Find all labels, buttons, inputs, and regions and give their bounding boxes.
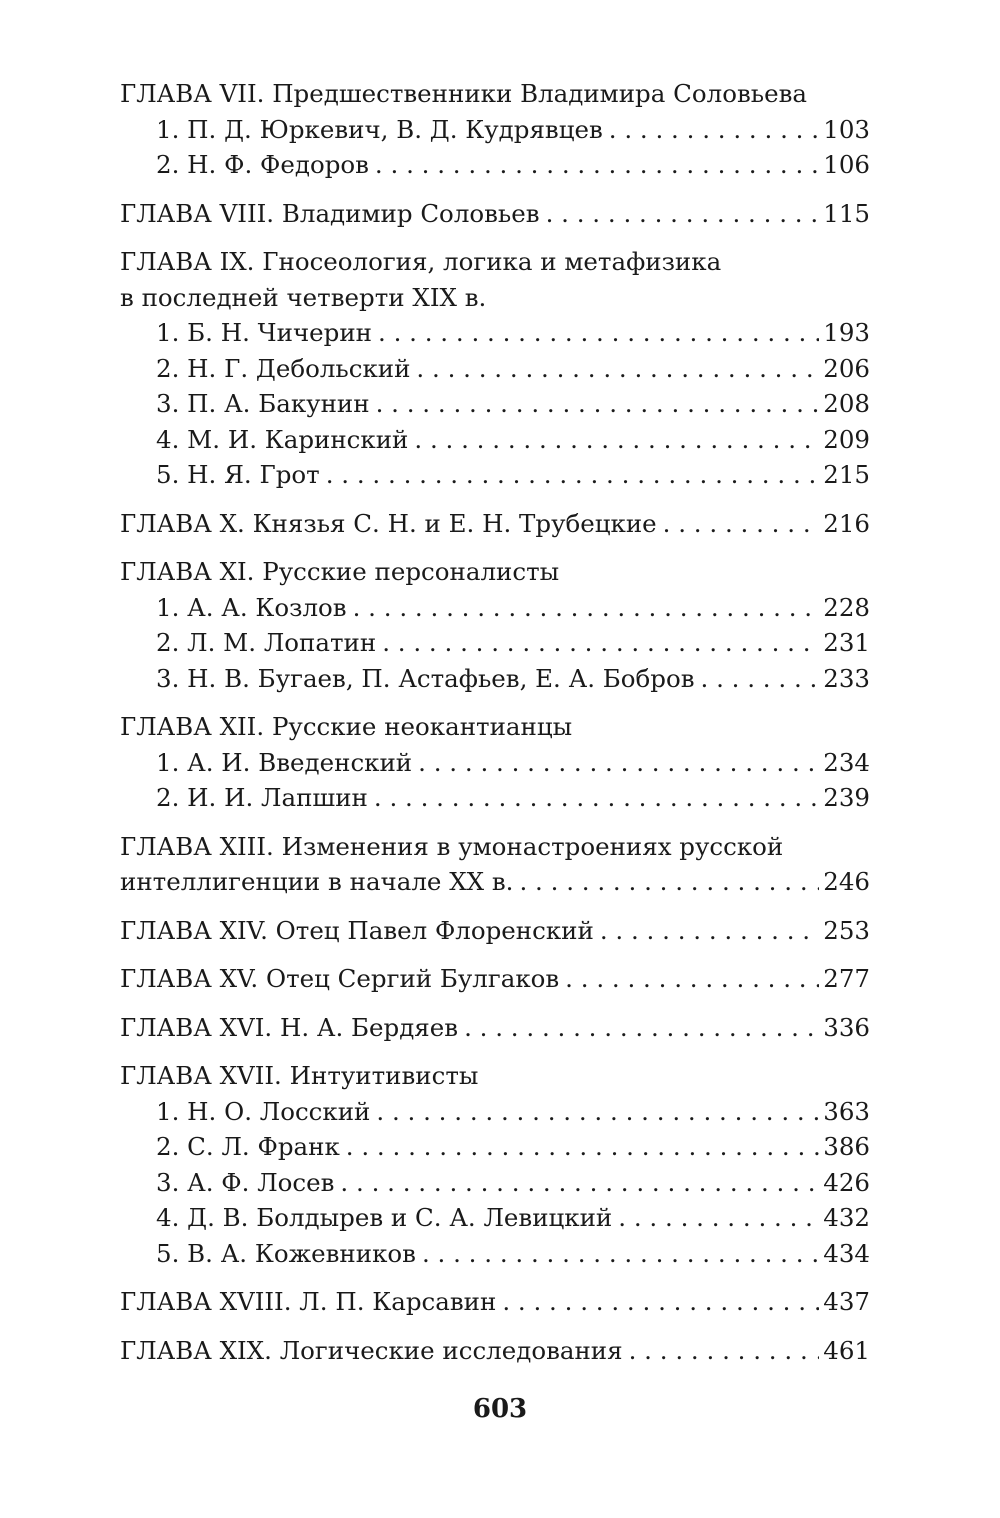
entry-page-number: 215 (823, 460, 870, 489)
toc-entry (120, 1129, 870, 1165)
entry-label: 2. С. Л. Франк (156, 1132, 340, 1161)
toc-chapter (120, 76, 870, 183)
chapter-title-line (120, 76, 870, 112)
toc-chapter (120, 829, 870, 900)
chapter-title-text: ГЛАВА XIX. Логические исследования (120, 1335, 623, 1365)
dot-leader (609, 112, 819, 148)
dot-leader (346, 1129, 819, 1165)
chapter-title-line (120, 829, 870, 865)
chapter-title-text: ГЛАВА XIII. Изменения в умонастроениях русской (120, 831, 784, 861)
entry-label: 1. Н. О. Лосский (156, 1096, 371, 1126)
chapter-title-line (120, 864, 870, 900)
dot-leader (416, 351, 819, 387)
chapter-page-number: 277 (823, 964, 870, 993)
toc-entry (120, 1165, 870, 1201)
toc-entry (120, 147, 870, 183)
toc-entry (120, 422, 870, 458)
toc-entry (120, 745, 870, 781)
dot-leader (418, 745, 819, 781)
toc-chapter (120, 1010, 870, 1046)
chapter-title-line (120, 244, 870, 280)
entry-label: 1. А. А. Козлов (156, 592, 347, 622)
chapter-title-line (120, 1010, 870, 1046)
chapter-title-text: ГЛАВА XIV. Отец Павел Флоренский (120, 915, 594, 945)
dot-leader (376, 386, 820, 422)
entry-label: 3. П. А. Бакунин (156, 389, 370, 418)
toc-chapter (120, 506, 870, 542)
table-of-contents (120, 76, 870, 1381)
chapter-title-text: ГЛАВА XVI. Н. А. Бердяев (120, 1012, 459, 1042)
dot-leader (414, 422, 819, 458)
dot-leader (353, 590, 820, 626)
dot-leader (340, 1165, 819, 1201)
toc-entry (120, 112, 870, 148)
entry-label: 2. Н. Г. Дебольский (156, 353, 411, 383)
toc-entry (120, 351, 870, 387)
chapter-title-line (120, 280, 870, 316)
entry-page-number: 434 (823, 1238, 870, 1268)
toc-chapter (120, 961, 870, 997)
chapter-title-text: ГЛАВА XV. Отец Сергий Булгаков (120, 964, 560, 993)
dot-leader (422, 1236, 819, 1272)
entry-page-number: 193 (823, 318, 870, 347)
entry-label: 1. А. И. Введенский (156, 747, 413, 777)
entry-page-number: 426 (823, 1167, 870, 1197)
toc-entry (120, 625, 870, 661)
toc-entry (120, 661, 870, 697)
dot-leader (546, 196, 820, 232)
toc-chapter (120, 196, 870, 232)
entry-page-number: 228 (823, 592, 870, 622)
dot-leader (382, 625, 819, 661)
entry-page-number: 363 (823, 1096, 870, 1126)
chapter-page-number: 461 (823, 1335, 870, 1365)
chapter-title-text: ГЛАВА XI. Русские персоналисты (120, 557, 560, 586)
dot-leader (502, 1284, 819, 1320)
chapter-title-line (120, 1333, 870, 1369)
chapter-title-line (120, 506, 870, 542)
dot-leader (600, 913, 819, 949)
dot-leader (629, 1333, 820, 1369)
dot-leader (374, 780, 819, 816)
chapter-title-line (120, 196, 870, 232)
toc-chapter (120, 709, 870, 816)
entry-label: 5. Н. Я. Грот (156, 460, 320, 489)
entry-page-number: 233 (823, 663, 870, 693)
chapter-title-text: ГЛАВА XVII. Интуитивисты (120, 1061, 479, 1090)
dot-leader (663, 506, 820, 542)
entry-label: 4. М. И. Каринский (156, 424, 409, 454)
chapter-page-number: 216 (823, 508, 870, 538)
page-number: 603 (472, 1394, 528, 1424)
entry-label: 2. И. И. Лапшин (156, 783, 368, 812)
toc-entry (120, 315, 870, 351)
chapter-title-text: ГЛАВА XVIII. Л. П. Карсавин (120, 1287, 497, 1316)
entry-page-number: 239 (823, 783, 870, 812)
chapter-title-line (120, 709, 870, 745)
toc-chapter (120, 1333, 870, 1369)
toc-chapter (120, 913, 870, 949)
chapter-page-number: 437 (823, 1287, 870, 1316)
entry-page-number: 206 (823, 353, 870, 383)
entry-label: 2. Н. Ф. Федоров (156, 150, 369, 179)
chapter-page-number: 336 (823, 1012, 870, 1042)
chapter-title-text: ГЛАВА VII. Предшественники Владимира Соловьева (120, 79, 807, 108)
toc-chapter (120, 1284, 870, 1320)
toc-entry (120, 1236, 870, 1272)
toc-entry (120, 457, 870, 493)
chapter-title-line (120, 554, 870, 590)
toc-entry (120, 1094, 870, 1130)
dot-leader (375, 147, 819, 183)
entry-page-number: 234 (823, 747, 870, 777)
entry-label: 1. П. Д. Юркевич, В. Д. Кудрявцев (156, 114, 603, 144)
chapter-page-number: 115 (823, 198, 870, 228)
chapter-title-text: ГЛАВА IX. Гносеология, логика и метафизика (120, 247, 722, 276)
chapter-page-number: 246 (823, 867, 870, 896)
toc-chapter (120, 554, 870, 696)
dot-leader (519, 864, 819, 900)
entry-page-number: 432 (823, 1203, 870, 1232)
dot-leader (701, 661, 820, 697)
toc-chapter (120, 1058, 870, 1271)
chapter-title-text: ГЛАВА XII. Русские неокантианцы (120, 712, 573, 741)
dot-leader (618, 1200, 819, 1236)
chapter-title-text: ГЛАВА X. Князья С. Н. и Е. Н. Трубецкие (120, 508, 657, 538)
entry-page-number: 231 (823, 628, 870, 657)
dot-leader (464, 1010, 819, 1046)
dot-leader (326, 457, 820, 493)
chapter-title-text: в последней четверти XIX в. (120, 282, 487, 312)
entry-label: 1. Б. Н. Чичерин (156, 318, 372, 347)
chapter-title-line (120, 1284, 870, 1320)
entry-label: 2. Л. М. Лопатин (156, 628, 377, 657)
entry-label: 5. В. А. Кожевников (156, 1238, 416, 1268)
entry-page-number: 208 (823, 389, 870, 418)
toc-chapter (120, 244, 870, 493)
chapter-title-line (120, 961, 870, 997)
dot-leader (565, 961, 819, 997)
entry-page-number: 209 (823, 424, 870, 454)
toc-entry (120, 1200, 870, 1236)
entry-page-number: 106 (823, 150, 870, 179)
chapter-page-number: 253 (823, 915, 870, 945)
entry-page-number: 103 (823, 114, 870, 144)
chapter-title-text: ГЛАВА VIII. Владимир Соловьев (120, 198, 540, 228)
chapter-title-text: интеллигенции в начале XX в. (120, 867, 514, 896)
toc-entry (120, 386, 870, 422)
chapter-title-line (120, 913, 870, 949)
chapter-title-line (120, 1058, 870, 1094)
toc-entry (120, 590, 870, 626)
toc-entry (120, 780, 870, 816)
dot-leader (378, 315, 819, 351)
entry-page-number: 386 (823, 1132, 870, 1161)
entry-label: 3. А. Ф. Лосев (156, 1167, 335, 1197)
entry-label: 4. Д. В. Болдырев и С. А. Левицкий (156, 1203, 613, 1232)
entry-label: 3. Н. В. Бугаев, П. Астафьев, Е. А. Бобров (156, 663, 695, 693)
dot-leader (376, 1094, 819, 1130)
